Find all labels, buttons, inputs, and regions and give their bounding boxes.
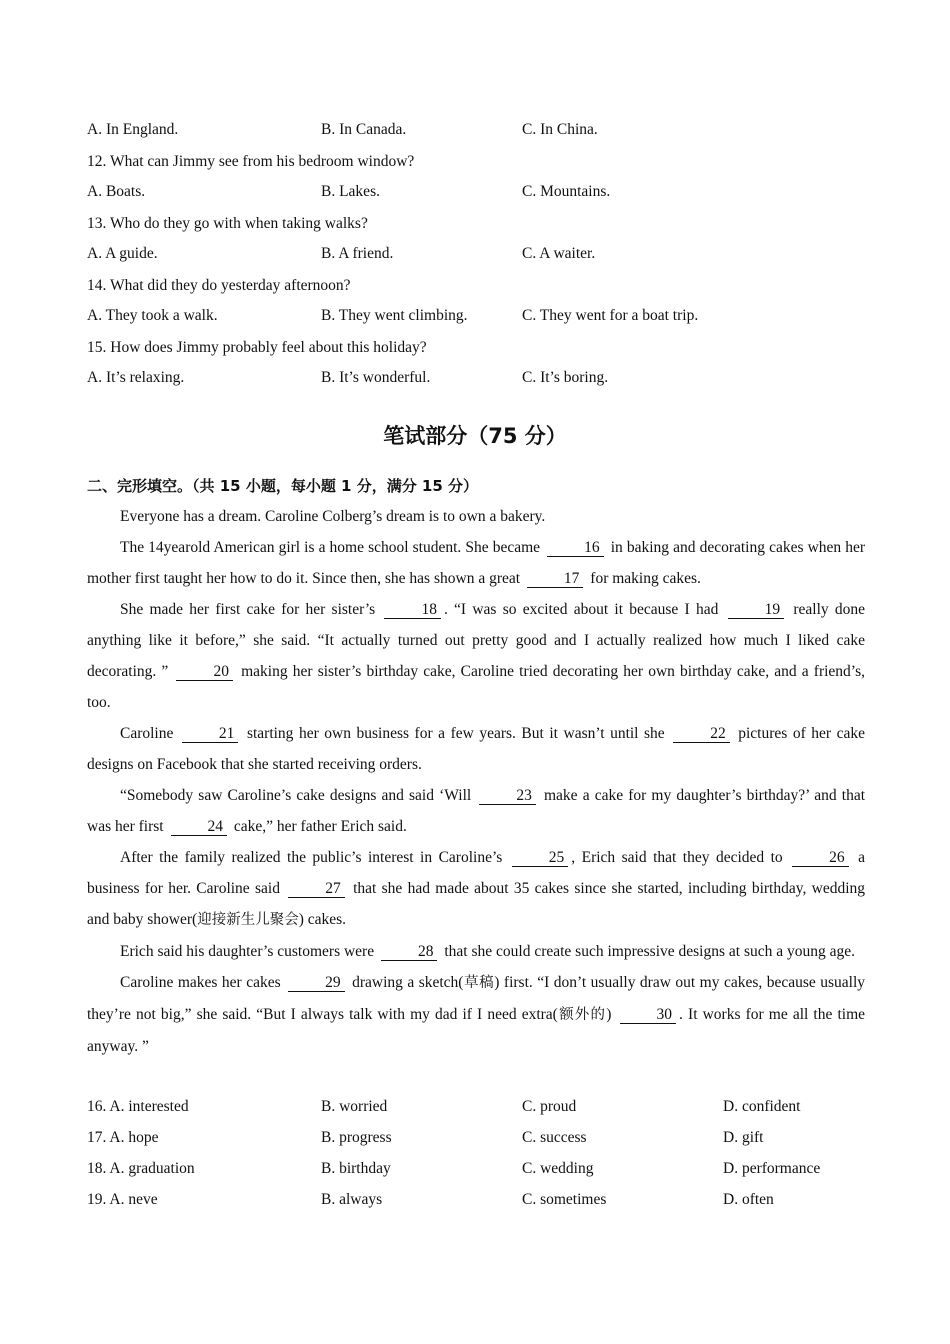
p8-text: ) xyxy=(606,1006,612,1023)
q19-option-d: D. often xyxy=(723,1191,774,1208)
p2-text: in baking and decorating cakes when her mother first taught her how to do it. Since then, she has shown a great xyxy=(87,539,866,587)
question-15: 15. How does Jimmy probably feel about this holiday? xyxy=(87,339,427,356)
q11-option-b: B. In Canada. xyxy=(321,121,407,138)
cloze-passage xyxy=(87,501,865,1062)
blank-18[interactable]: 18 xyxy=(384,601,441,619)
q17-option-b: B. progress xyxy=(321,1129,392,1146)
q16-option-c: C. proud xyxy=(522,1098,577,1115)
paragraph-2 xyxy=(87,532,865,594)
p7-text: that she could create such impressive designs at such a young age. xyxy=(444,943,855,960)
paragraph-3 xyxy=(87,594,865,718)
p5-text: cake,” her father Erich said. xyxy=(233,818,407,835)
q15-option-c: C. It’s boring. xyxy=(522,369,609,386)
q12-option-b: B. Lakes. xyxy=(321,183,380,200)
blank-17[interactable]: 17 xyxy=(527,570,584,588)
paragraph-1 xyxy=(87,501,865,532)
p3-text: making her sister’s birthday cake, Caroline tried decorating her own birthday cake, and a friend’s, too. xyxy=(87,663,866,711)
p6-text: After the family realized the public’s interest in Caroline’s xyxy=(120,849,503,866)
q17-option-c: C. success xyxy=(522,1129,587,1146)
paragraph-7 xyxy=(87,936,865,967)
p8-text: drawing a sketch( xyxy=(352,974,464,991)
blank-19[interactable]: 19 xyxy=(728,601,785,619)
paragraph-6 xyxy=(87,842,865,936)
q17-option-d: D. gift xyxy=(723,1129,764,1146)
q12-option-c: C. Mountains. xyxy=(522,183,611,200)
question-12: 12. What can Jimmy see from his bedroom window? xyxy=(87,153,415,170)
q16-option-b: B. worried xyxy=(321,1098,388,1115)
p8-gloss: 额外的 xyxy=(557,1007,607,1023)
blank-24[interactable]: 24 xyxy=(171,818,228,836)
blank-27[interactable]: 27 xyxy=(288,880,345,898)
p3-text: . “I was so excited about it because I had xyxy=(443,601,719,618)
written-part-title: 笔试部分（75 分） xyxy=(383,424,567,448)
blank-22[interactable]: 22 xyxy=(673,725,730,743)
p8-gloss: 草稿 xyxy=(463,975,495,991)
p7-text: Erich said his daughter’s customers were xyxy=(120,943,375,960)
q15-option-a: A. It’s relaxing. xyxy=(87,369,185,386)
p8-text: ) first. “I don’t usually draw out my cakes, because usually they’re not big,” she said. “But I always talk with my dad if I need extra( xyxy=(87,974,866,1023)
p6-text: , Erich said that they decided to xyxy=(571,849,783,866)
question-13: 13. Who do they go with when taking walks? xyxy=(87,215,368,232)
q17-option-a: 17. A. hope xyxy=(87,1129,159,1146)
p6-text: a business for her. Caroline said xyxy=(87,849,865,897)
p8-text: Caroline makes her cakes xyxy=(120,974,281,991)
blank-29[interactable]: 29 xyxy=(288,974,345,992)
paragraph-4 xyxy=(87,718,865,780)
q11-option-c: C. In China. xyxy=(522,121,598,138)
cloze-section-title: 二、完形填空。（共 15 小题，每小题 1 分，满分 15 分） xyxy=(87,477,479,495)
p2-text: for making cakes. xyxy=(590,570,701,587)
p6-gloss: 迎接新生儿聚会 xyxy=(197,912,299,928)
blank-25[interactable]: 25 xyxy=(512,849,569,867)
q11-option-a: A. In England. xyxy=(87,121,179,138)
q19-option-c: C. sometimes xyxy=(522,1191,607,1208)
p6-text: ) cakes. xyxy=(298,911,347,928)
p1-text: Everyone has a dream. Caroline Colberg’s dream is to own a bakery. xyxy=(120,508,546,525)
q18-option-b: B. birthday xyxy=(321,1160,391,1177)
q13-option-a: A. A guide. xyxy=(87,245,158,262)
p2-text: The 14yearold American girl is a home school student. She became xyxy=(120,539,541,556)
q15-option-b: B. It’s wonderful. xyxy=(321,369,431,386)
blank-26[interactable]: 26 xyxy=(792,849,849,867)
blank-21[interactable]: 21 xyxy=(182,725,239,743)
p4-text: pictures of her cake designs on Facebook that she started receiving orders. xyxy=(87,725,865,773)
q19-option-b: B. always xyxy=(321,1191,383,1208)
paragraph-8 xyxy=(87,967,865,1062)
blank-28[interactable]: 28 xyxy=(381,943,438,961)
q18-option-a: 18. A. graduation xyxy=(87,1160,195,1177)
p4-text: Caroline xyxy=(120,725,174,742)
q13-option-b: B. A friend. xyxy=(321,245,394,262)
p3-text: really done anything like it before,” she said. “It actually turned out pretty good and I actually realized how much I liked cake decorating. ” xyxy=(87,601,866,680)
blank-16[interactable]: 16 xyxy=(547,539,604,557)
p8-text: . It works for me all the time anyway. ” xyxy=(87,1006,866,1055)
q14-option-b: B. They went climbing. xyxy=(321,307,468,324)
paragraph-5 xyxy=(87,780,865,842)
q16-option-a: 16. A. interested xyxy=(87,1098,189,1115)
p3-text: She made her first cake for her sister’s xyxy=(120,601,376,618)
question-14: 14. What did they do yesterday afternoon? xyxy=(87,277,351,294)
p4-text: starting her own business for a few years. But it wasn’t until she xyxy=(246,725,665,742)
p6-text: that she had made about 35 cakes since she started, including birthday, wedding and baby shower( xyxy=(87,880,866,928)
p5-text: “Somebody saw Caroline’s cake designs and said ‘Will xyxy=(120,787,472,804)
p5-text: make a cake for my daughter’s birthday?’ and that was her first xyxy=(87,787,866,835)
q12-option-a: A. Boats. xyxy=(87,183,146,200)
blank-30[interactable]: 30 xyxy=(620,1006,677,1024)
q19-option-a: 19. A. neve xyxy=(87,1191,158,1208)
q14-option-c: C. They went for a boat trip. xyxy=(522,307,699,324)
q16-option-d: D. confident xyxy=(723,1098,801,1115)
q13-option-c: C. A waiter. xyxy=(522,245,596,262)
blank-23[interactable]: 23 xyxy=(479,787,536,805)
blank-20[interactable]: 20 xyxy=(176,663,233,681)
q18-option-d: D. performance xyxy=(723,1160,821,1177)
q18-option-c: C. wedding xyxy=(522,1160,594,1177)
q14-option-a: A. They took a walk. xyxy=(87,307,218,324)
